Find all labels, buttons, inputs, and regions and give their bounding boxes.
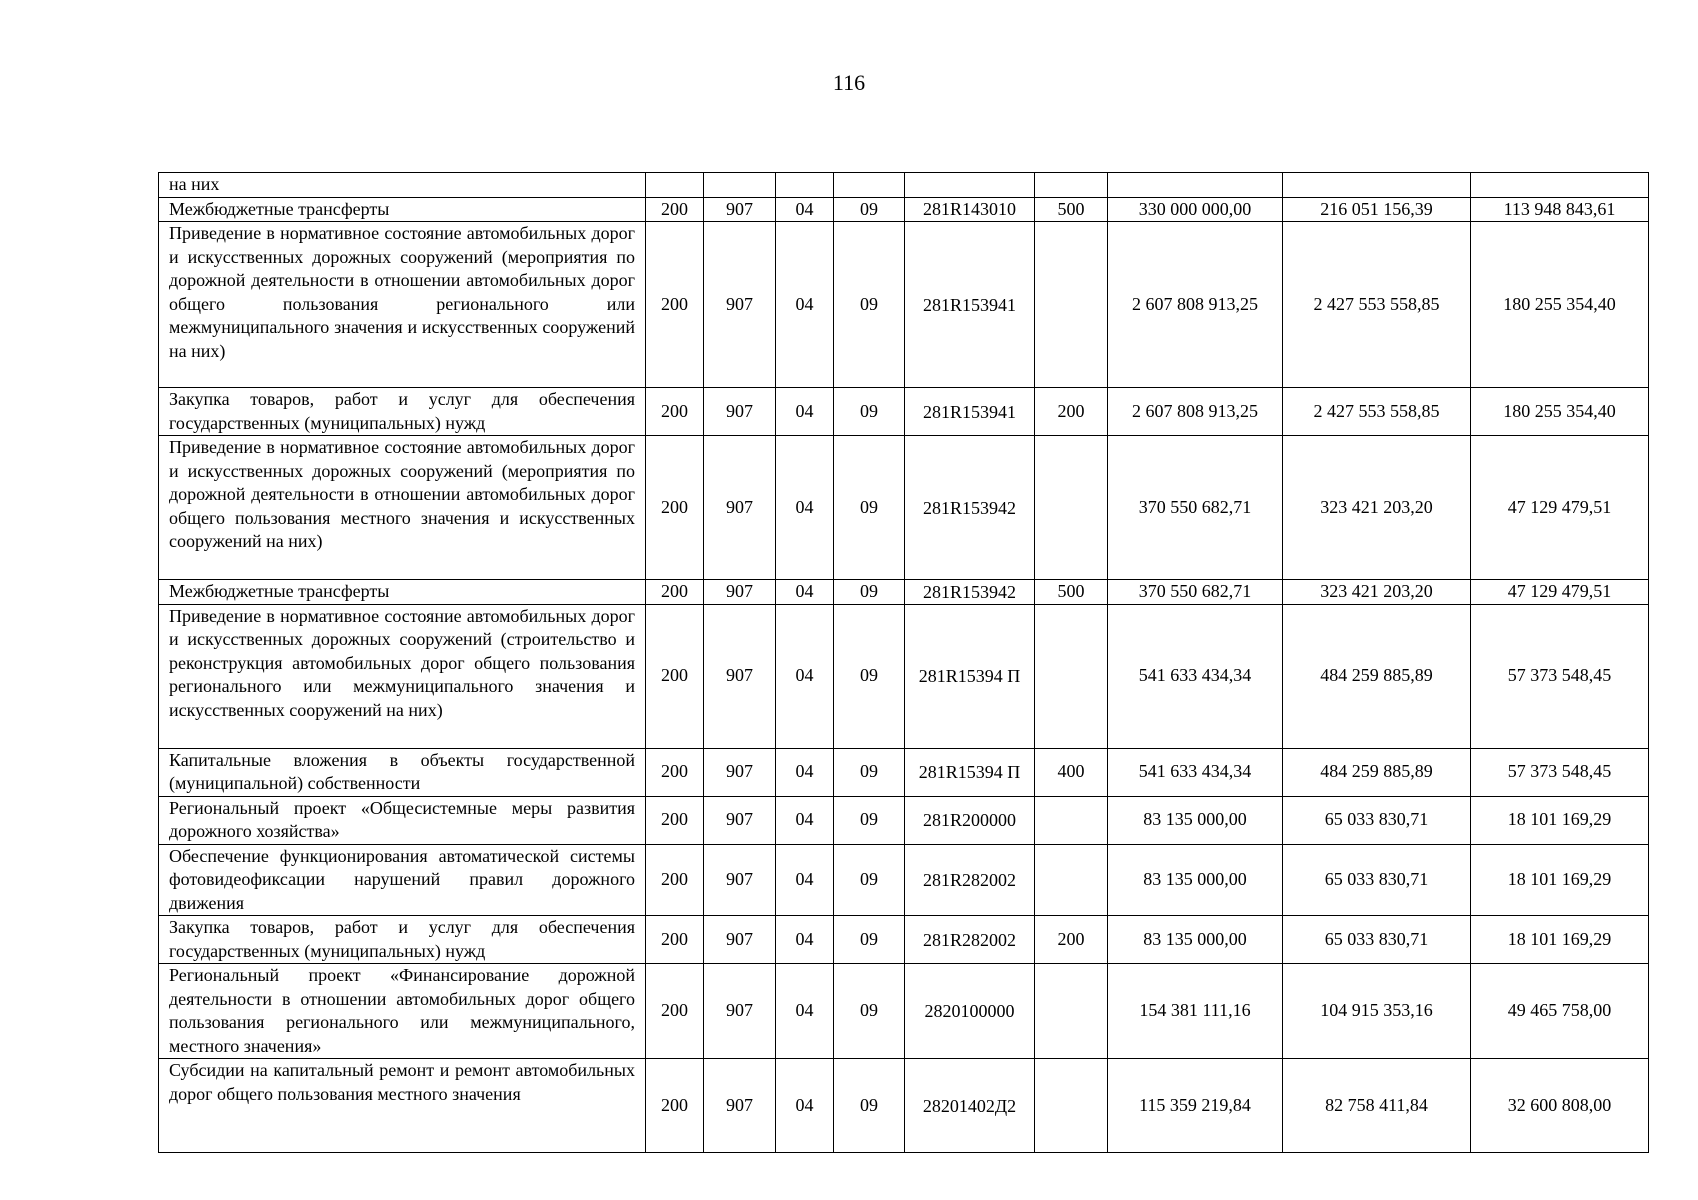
cell-amount-remaining: 113 948 843,61	[1471, 197, 1649, 222]
cell-section: 200	[646, 844, 704, 916]
budget-table	[158, 172, 1649, 1153]
cell-amount-remaining: 18 101 169,29	[1471, 844, 1649, 916]
row-description: Приведение в нормативное состояние автомобильных дорог и искусственных дорожных сооружений (мероприятия по дорожной деятельности в отношении автомобильных дорог общего пользования местного значения и искусственных сооружений на них)	[159, 436, 646, 580]
cell-subdivision: 09	[834, 580, 905, 605]
cell-amount-remaining: 32 600 808,00	[1471, 1059, 1649, 1153]
cell-section: 200	[646, 388, 704, 436]
cell-section: 200	[646, 222, 704, 388]
cell-amount-planned: 330 000 000,00	[1108, 197, 1283, 222]
cell-subdivision: 09	[834, 197, 905, 222]
cell-ministry: 907	[704, 388, 776, 436]
cell-amount-planned: 370 550 682,71	[1108, 436, 1283, 580]
cell-subdivision: 09	[834, 796, 905, 844]
table-row	[159, 173, 1649, 198]
table-row	[159, 222, 1649, 388]
cell-amount-planned: 541 633 434,34	[1108, 604, 1283, 748]
cell-amount-remaining: 57 373 548,45	[1471, 604, 1649, 748]
cell-amount-remaining: 180 255 354,40	[1471, 388, 1649, 436]
table-row	[159, 197, 1649, 222]
cell-amount-planned: 370 550 682,71	[1108, 580, 1283, 605]
row-description: Межбюджетные трансферты	[159, 580, 646, 605]
cell-amount-executed: 65 033 830,71	[1283, 916, 1471, 964]
cell-amount-planned: 83 135 000,00	[1108, 796, 1283, 844]
cell-target-article: 281R153941	[905, 388, 1035, 436]
table-row	[159, 844, 1649, 916]
row-description: Приведение в нормативное состояние автомобильных дорог и искусственных дорожных сооружений (мероприятия по дорожной деятельности в отношении автомобильных дорог общего пользования регионального или межмуниципального значения и искусственных сооружений на них)	[159, 222, 646, 388]
cell-expense-type	[1035, 1059, 1108, 1153]
table-row	[159, 388, 1649, 436]
row-description: на них	[159, 173, 646, 198]
cell-amount-remaining	[1471, 173, 1649, 198]
cell-expense-type: 500	[1035, 197, 1108, 222]
row-description: Капитальные вложения в объекты государственной (муниципальной) собственности	[159, 748, 646, 796]
cell-ministry: 907	[704, 580, 776, 605]
cell-target-article: 281R15394 П	[905, 748, 1035, 796]
cell-target-article: 281R200000	[905, 796, 1035, 844]
row-description: Приведение в нормативное состояние автомобильных дорог и искусственных дорожных сооружений (строительство и реконструкция автомобильных дорог общего пользования регионального или межмуниципального значения и искусственных сооружений на них)	[159, 604, 646, 748]
cell-ministry: 907	[704, 1059, 776, 1153]
table-row	[159, 604, 1649, 748]
cell-subdivision: 09	[834, 388, 905, 436]
cell-division: 04	[776, 436, 834, 580]
cell-subdivision: 09	[834, 222, 905, 388]
cell-subdivision: 09	[834, 916, 905, 964]
cell-division: 04	[776, 844, 834, 916]
row-description: Межбюджетные трансферты	[159, 197, 646, 222]
cell-amount-executed: 2 427 553 558,85	[1283, 222, 1471, 388]
cell-amount-planned	[1108, 173, 1283, 198]
cell-subdivision: 09	[834, 844, 905, 916]
cell-amount-planned: 83 135 000,00	[1108, 844, 1283, 916]
cell-section: 200	[646, 748, 704, 796]
cell-ministry: 907	[704, 604, 776, 748]
cell-amount-remaining: 18 101 169,29	[1471, 796, 1649, 844]
cell-expense-type	[1035, 604, 1108, 748]
cell-expense-type: 200	[1035, 388, 1108, 436]
row-description: Закупка товаров, работ и услуг для обеспечения государственных (муниципальных) нужд	[159, 916, 646, 964]
cell-expense-type: 500	[1035, 580, 1108, 605]
cell-amount-remaining: 49 465 758,00	[1471, 964, 1649, 1059]
cell-subdivision: 09	[834, 748, 905, 796]
cell-amount-planned: 154 381 111,16	[1108, 964, 1283, 1059]
cell-amount-executed: 65 033 830,71	[1283, 844, 1471, 916]
cell-subdivision	[834, 173, 905, 198]
cell-ministry: 907	[704, 964, 776, 1059]
cell-section: 200	[646, 580, 704, 605]
cell-ministry	[704, 173, 776, 198]
cell-division	[776, 173, 834, 198]
cell-amount-planned: 115 359 219,84	[1108, 1059, 1283, 1153]
cell-division: 04	[776, 748, 834, 796]
cell-division: 04	[776, 580, 834, 605]
cell-target-article: 281R153942	[905, 436, 1035, 580]
cell-amount-remaining: 57 373 548,45	[1471, 748, 1649, 796]
cell-division: 04	[776, 197, 834, 222]
cell-ministry: 907	[704, 436, 776, 580]
cell-target-article	[905, 173, 1035, 198]
cell-subdivision: 09	[834, 604, 905, 748]
cell-target-article: 281R15394 П	[905, 604, 1035, 748]
cell-amount-executed: 484 259 885,89	[1283, 604, 1471, 748]
cell-ministry: 907	[704, 916, 776, 964]
cell-expense-type	[1035, 964, 1108, 1059]
cell-expense-type	[1035, 436, 1108, 580]
cell-amount-executed	[1283, 173, 1471, 198]
cell-amount-remaining: 18 101 169,29	[1471, 916, 1649, 964]
cell-expense-type	[1035, 844, 1108, 916]
cell-target-article: 281R282002	[905, 844, 1035, 916]
table-row	[159, 916, 1649, 964]
cell-amount-executed: 323 421 203,20	[1283, 436, 1471, 580]
cell-amount-remaining: 47 129 479,51	[1471, 580, 1649, 605]
cell-amount-planned: 83 135 000,00	[1108, 916, 1283, 964]
table-row	[159, 1059, 1649, 1153]
cell-target-article: 281R153941	[905, 222, 1035, 388]
cell-section: 200	[646, 964, 704, 1059]
cell-ministry: 907	[704, 796, 776, 844]
cell-section: 200	[646, 436, 704, 580]
row-description: Региональный проект «Финансирование дорожной деятельности в отношении автомобильных дорог общего пользования регионального или межмуниципального, местного значения»	[159, 964, 646, 1059]
cell-ministry: 907	[704, 748, 776, 796]
row-description: Закупка товаров, работ и услуг для обеспечения государственных (муниципальных) нужд	[159, 388, 646, 436]
cell-expense-type: 200	[1035, 916, 1108, 964]
cell-amount-planned: 541 633 434,34	[1108, 748, 1283, 796]
row-description: Обеспечение функционирования автоматической системы фотовидеофиксации нарушений правил дорожного движения	[159, 844, 646, 916]
cell-amount-executed: 65 033 830,71	[1283, 796, 1471, 844]
cell-section	[646, 173, 704, 198]
row-description: Субсидии на капитальный ремонт и ремонт автомобильных дорог общего пользования местного значения	[159, 1059, 646, 1153]
cell-target-article: 281R153942	[905, 580, 1035, 605]
cell-target-article: 28201402Д2	[905, 1059, 1035, 1153]
cell-amount-planned: 2 607 808 913,25	[1108, 388, 1283, 436]
cell-section: 200	[646, 796, 704, 844]
cell-amount-executed: 104 915 353,16	[1283, 964, 1471, 1059]
cell-expense-type: 400	[1035, 748, 1108, 796]
table-row	[159, 580, 1649, 605]
cell-expense-type	[1035, 173, 1108, 198]
cell-target-article: 281R143010	[905, 197, 1035, 222]
cell-division: 04	[776, 388, 834, 436]
table-row	[159, 964, 1649, 1059]
cell-division: 04	[776, 604, 834, 748]
cell-amount-executed: 216 051 156,39	[1283, 197, 1471, 222]
page-number: 116	[832, 70, 866, 95]
cell-ministry: 907	[704, 197, 776, 222]
cell-section: 200	[646, 916, 704, 964]
cell-division: 04	[776, 964, 834, 1059]
cell-division: 04	[776, 222, 834, 388]
cell-amount-planned: 2 607 808 913,25	[1108, 222, 1283, 388]
row-description: Региональный проект «Общесистемные меры развития дорожного хозяйства»	[159, 796, 646, 844]
cell-section: 200	[646, 604, 704, 748]
cell-target-article: 2820100000	[905, 964, 1035, 1059]
cell-amount-executed: 484 259 885,89	[1283, 748, 1471, 796]
cell-division: 04	[776, 916, 834, 964]
cell-subdivision: 09	[834, 436, 905, 580]
table-row	[159, 796, 1649, 844]
cell-expense-type	[1035, 222, 1108, 388]
cell-ministry: 907	[704, 844, 776, 916]
table-row	[159, 748, 1649, 796]
cell-section: 200	[646, 197, 704, 222]
cell-division: 04	[776, 1059, 834, 1153]
cell-section: 200	[646, 1059, 704, 1153]
cell-amount-remaining: 47 129 479,51	[1471, 436, 1649, 580]
cell-subdivision: 09	[834, 964, 905, 1059]
cell-amount-executed: 82 758 411,84	[1283, 1059, 1471, 1153]
cell-ministry: 907	[704, 222, 776, 388]
cell-amount-executed: 2 427 553 558,85	[1283, 388, 1471, 436]
table-row	[159, 436, 1649, 580]
cell-division: 04	[776, 796, 834, 844]
cell-target-article: 281R282002	[905, 916, 1035, 964]
cell-expense-type	[1035, 796, 1108, 844]
cell-subdivision: 09	[834, 1059, 905, 1153]
cell-amount-executed: 323 421 203,20	[1283, 580, 1471, 605]
cell-amount-remaining: 180 255 354,40	[1471, 222, 1649, 388]
